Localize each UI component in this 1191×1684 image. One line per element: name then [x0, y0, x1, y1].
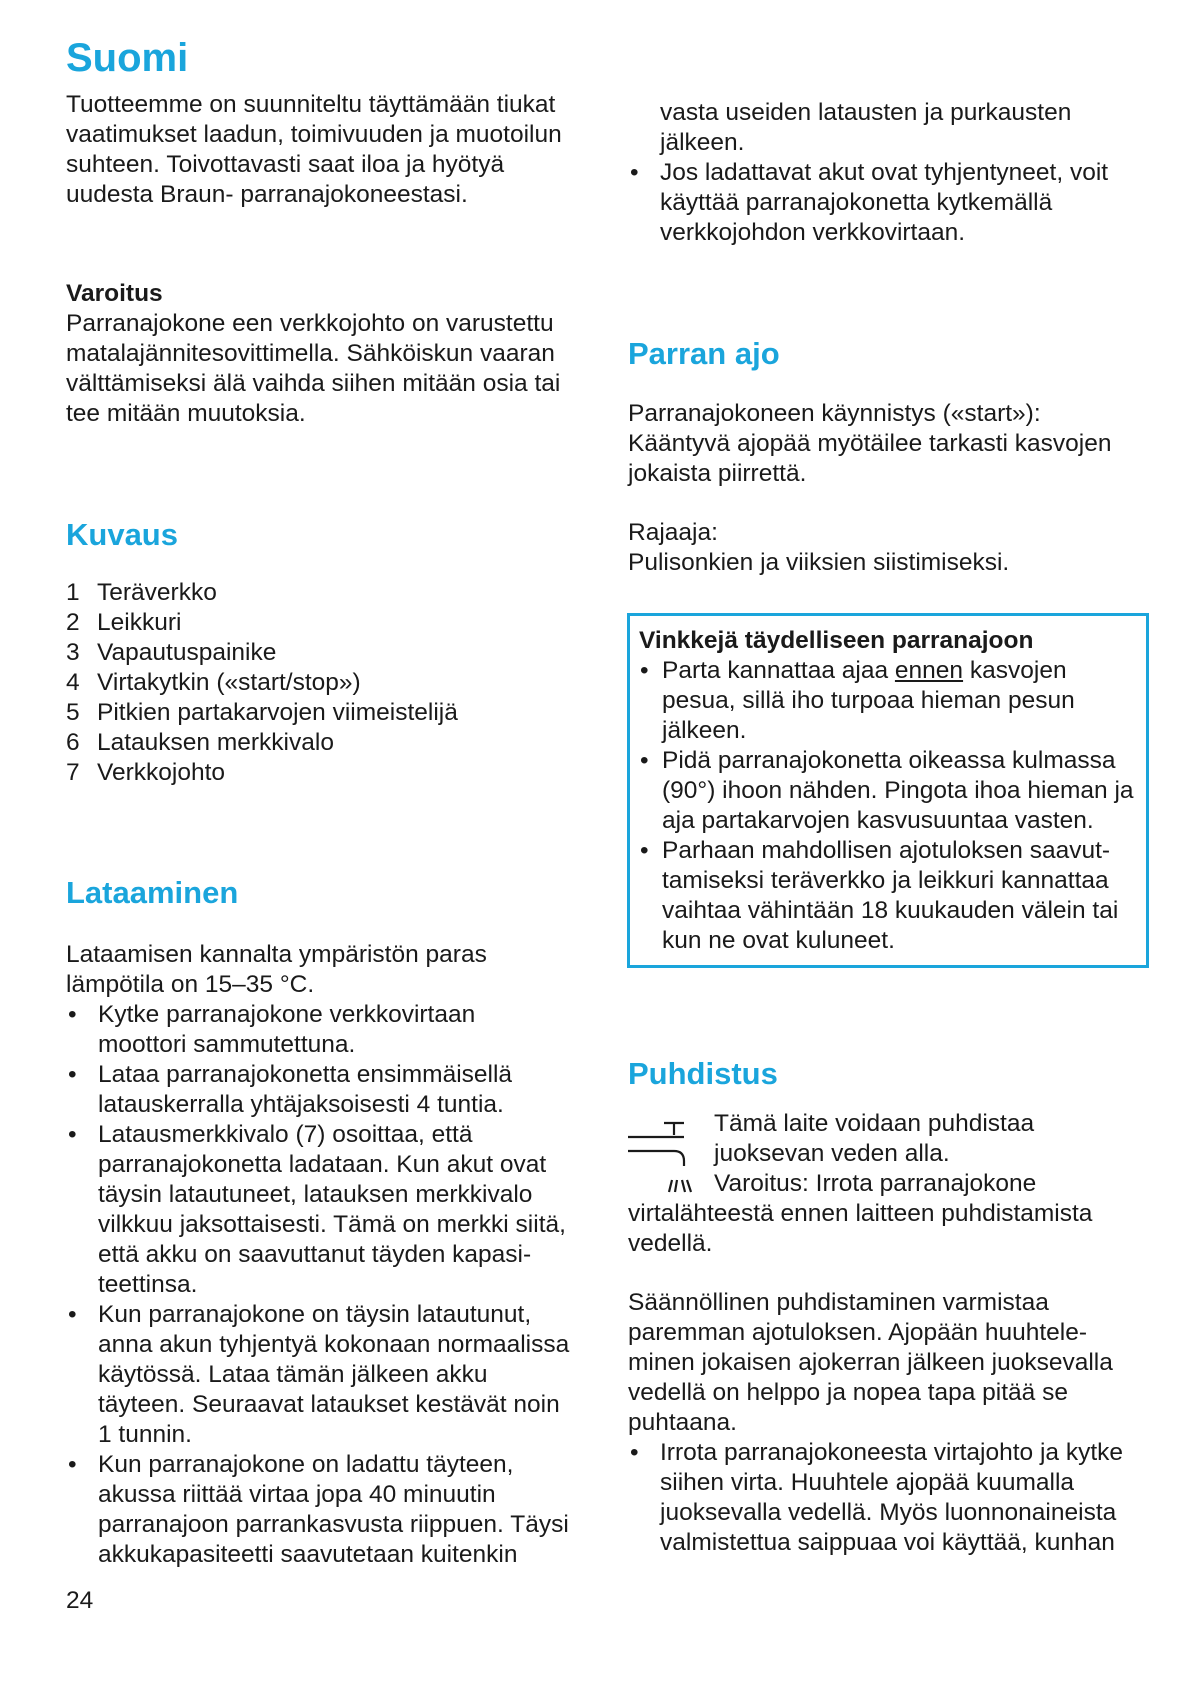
text-line: jälkeen. [660, 129, 745, 156]
text-line: 1 tunnin. [98, 1421, 192, 1448]
text-line: Pidä parranajokonetta oikeassa kulmassa [662, 747, 1116, 774]
shaving-start-paragraph [628, 399, 1148, 489]
text-line: Lataamisen kannalta ympäristön paras [66, 941, 487, 968]
text-line: suhteen. Toivottavasti saat iloa ja hyötyä [66, 151, 505, 178]
text-line: Kääntyvä ajopää myötäilee tarkasti kasvojen [628, 430, 1112, 457]
item-label: Teräverkko [97, 579, 217, 606]
list-item [639, 836, 1136, 956]
text-line: paremman ajotuloksen. Ajopään huuhtele- [628, 1319, 1088, 1346]
bullet-icon: • [68, 1061, 77, 1088]
faucet-icon [628, 1120, 704, 1196]
item-label: Virtakytkin («start/stop») [97, 669, 361, 696]
list-item [639, 746, 1136, 836]
text-line: jokaista piirrettä. [628, 460, 807, 487]
text-line: tee mitään muutoksia. [66, 400, 306, 427]
charging-bullets [66, 1000, 586, 1570]
page-title: Suomi [66, 36, 189, 80]
list-item [66, 698, 586, 728]
text-line: Irrota parranajokoneesta virtajohto ja kytke [660, 1439, 1124, 1466]
shaving-heading: Parran ajo [628, 336, 780, 371]
text-line: vedellä. [628, 1230, 713, 1257]
text-line: Pulisonkien ja viiksien siistimiseksi. [628, 549, 1010, 576]
charging-heading: Lataaminen [66, 875, 239, 910]
cleaning-bullets [628, 1438, 1148, 1558]
text-line: vilkkuu jaksottaisesti. Tämä on merkki siitä, [98, 1211, 566, 1238]
text-line: pesua, sillä iho turpoaa hieman pesun [662, 687, 1075, 714]
item-label: Vapautuspainike [97, 639, 277, 666]
text-line: juoksevalla vedellä. Myös luonnonaineista [660, 1499, 1117, 1526]
description-heading: Kuvaus [66, 517, 178, 552]
text-line: (90°) ihoon nähden. Pingota ihoa hieman ja [662, 777, 1134, 804]
bullet-icon: • [640, 747, 649, 774]
text-line: täyteen. Seuraavat lataukset kestävät noin [98, 1391, 560, 1418]
bullet-icon: • [68, 1451, 77, 1478]
text-line: teettinsa. [98, 1271, 198, 1298]
text-line: parranajoon parrankasvusta riippuen. Täysi [98, 1511, 569, 1538]
item-number: 7 [66, 759, 80, 786]
list-item [639, 656, 1136, 746]
charging-section [66, 940, 586, 1570]
text-line: välttämiseksi älä vaihda siihen mitään osia tai [66, 370, 561, 397]
text-line: Tämä laite voidaan puhdistaa [714, 1110, 1035, 1137]
tip-text: kasvojen [963, 657, 1067, 684]
trimmer-paragraph [628, 518, 1148, 578]
page-number: 24 [66, 1587, 94, 1614]
text-line: siihen virta. Huuhtele ajopää kuumalla [660, 1469, 1075, 1496]
text-line: moottori sammutettuna. [98, 1031, 356, 1058]
text-line: uudesta Braun- parranajokoneestasi. [66, 181, 468, 208]
text-line: minen jokaisen ajokerran jälkeen juoksevalla [628, 1349, 1113, 1376]
list-item [66, 1000, 586, 1060]
bullet-icon: • [68, 1001, 77, 1028]
text-line: Kytke parranajokone verkkovirtaan [98, 1001, 476, 1028]
text-line: juoksevan veden alla. [714, 1140, 950, 1167]
text-line: jälkeen. [662, 717, 747, 744]
underlined-word: ennen [894, 657, 964, 684]
item-label: Verkkojohto [97, 759, 226, 786]
bullet-icon: • [640, 837, 649, 864]
item-number: 4 [66, 669, 80, 696]
text-line: virtalähteestä ennen laitteen puhdistamista [628, 1200, 1093, 1227]
text-line: täysin latautuneet, latauksen merkkivalo [98, 1181, 533, 1208]
text-line: Kun parranajokone on ladattu täyteen, [98, 1451, 514, 1478]
item-number: 6 [66, 729, 80, 756]
tip-text: Parta kannattaa ajaa [662, 657, 895, 684]
list-item [628, 158, 1148, 248]
warning-heading: Varoitus [66, 280, 163, 307]
text-line: Varoitus: Irrota parranajokone [714, 1170, 1037, 1197]
text-line: Parranajokone een verkkojohto on varustettu [66, 310, 554, 337]
cleaning-regular [628, 1288, 1148, 1558]
text-line: Rajaaja: [628, 519, 718, 546]
tips-bullets [639, 656, 1136, 956]
text-line: Parhaan mahdollisen ajotuloksen saavut- [662, 837, 1111, 864]
text-line: anna akun tyhjentyä kokonaan normaalissa [98, 1331, 570, 1358]
text-line: käyttää parranajokonetta kytkemällä [660, 189, 1053, 216]
continued-section [628, 98, 1148, 248]
item-number: 5 [66, 699, 80, 726]
text-line: vedellä on helppo ja nopea tapa pitää se [628, 1379, 1068, 1406]
list-item [66, 1060, 586, 1120]
text-line: lämpötila on 15–35 °C. [66, 971, 315, 998]
text-line [662, 656, 1136, 686]
text-line: akussa riittää virtaa jopa 40 minuutin [98, 1481, 496, 1508]
text-line: käytössä. Lataa tämän jälkeen akku [98, 1361, 488, 1388]
text-line: kun ne ovat kuluneet. [662, 927, 895, 954]
item-label: Leikkuri [97, 609, 182, 636]
list-item [66, 728, 586, 758]
text-line: akkukapasiteetti saavutetaan kuitenkin [98, 1541, 518, 1568]
text-line: matalajännitesovittimella. Sähköiskun vaaran [66, 340, 555, 367]
text-line: vasta useiden latausten ja purkausten [660, 99, 1072, 126]
text-line: että akku on saavuttanut täyden kapasi- [98, 1241, 532, 1268]
text-line: vaatimukset laadun, toimivuuden ja muotoilun [66, 121, 562, 148]
intro-paragraph [66, 90, 586, 210]
text-line: Lataa parranajokonetta ensimmäisellä [98, 1061, 513, 1088]
bullet-icon: • [68, 1121, 77, 1148]
text-line: latauskerralla yhtäjaksoisesti 4 tuntia. [98, 1091, 504, 1118]
text-line: Tuotteemme on suunniteltu täyttämään tiukat [66, 91, 556, 118]
cleaning-continued [628, 1199, 1148, 1259]
list-item [66, 578, 586, 608]
bullet-icon: • [630, 1439, 639, 1466]
item-label: Latauksen merkkivalo [97, 729, 334, 756]
text-line: parranajokonetta ladataan. Kun akut ovat [98, 1151, 547, 1178]
cleaning-icon-text [714, 1109, 1148, 1199]
text-line: puhtaana. [628, 1409, 737, 1436]
bullet-icon: • [68, 1301, 77, 1328]
list-item [66, 758, 586, 788]
list-item [66, 1120, 586, 1300]
text-line: valmistettua saippuaa voi käyttää, kunhan [660, 1529, 1115, 1556]
text-line: Jos ladattavat akut ovat tyhjentyneet, voit [660, 159, 1109, 186]
continued-list [628, 98, 1148, 248]
item-number: 1 [66, 579, 80, 606]
item-label: Pitkien partakarvojen viimeistelijä [97, 699, 458, 726]
cleaning-heading: Puhdistus [628, 1056, 778, 1091]
bullet-icon: • [630, 159, 639, 186]
text-line: Latausmerkkivalo (7) osoittaa, että [98, 1121, 473, 1148]
tips-box [627, 613, 1149, 968]
text-line: verkkojohdon verkkovirtaan. [660, 219, 966, 246]
list-item [66, 608, 586, 638]
text-line: Kun parranajokone on täysin latautunut, [98, 1301, 532, 1328]
text-line: tamiseksi teräverkko ja leikkuri kannattaa [662, 867, 1109, 894]
item-number: 3 [66, 639, 80, 666]
item-number: 2 [66, 609, 80, 636]
text-line: Parranajokoneen käynnistys («start»): [628, 400, 1041, 427]
parts-list [66, 578, 586, 788]
text-line: vaihtaa vähintään 18 kuukauden välein tai [662, 897, 1119, 924]
tips-heading: Vinkkejä täydelliseen parranajoon [639, 627, 1034, 654]
list-item [628, 98, 1148, 158]
list-item [628, 1438, 1148, 1558]
text-line: Säännöllinen puhdistaminen varmistaa [628, 1289, 1049, 1316]
warning-section [66, 279, 586, 429]
list-item [66, 1300, 586, 1450]
list-item [66, 668, 586, 698]
bullet-icon: • [640, 657, 649, 684]
text-line: aja partakarvojen kasvusuuntaa vasten. [662, 807, 1094, 834]
list-item [66, 638, 586, 668]
list-item [66, 1450, 586, 1570]
